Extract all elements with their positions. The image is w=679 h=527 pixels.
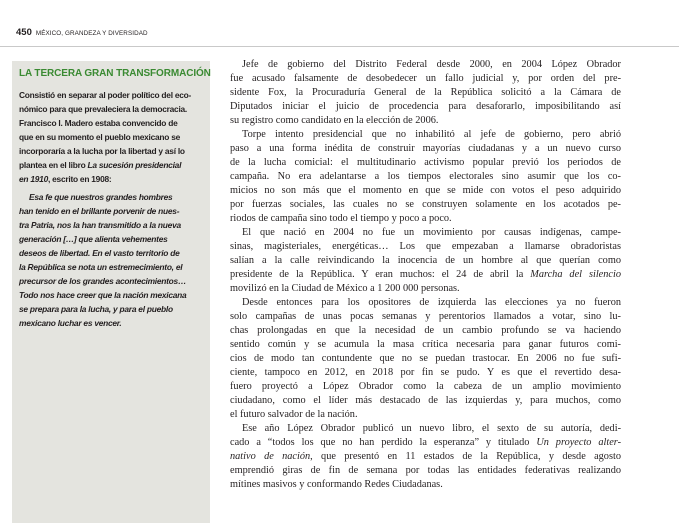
running-header	[16, 27, 146, 41]
body-line: su registro como candidato en la elección de 2006.	[230, 115, 439, 126]
body-line: fue acusado falsamente de desobedecer un fallo judicial y, por orden del pre-	[230, 73, 621, 84]
sidebar-quote-line: precursor de los grandes acontecimientos…	[19, 276, 187, 286]
sidebar-quote-line: han tenido en el brillante porvenir de nues-	[19, 206, 180, 216]
body-line: salían a la calle reivindicando la inocencia de un hombre al que querían como	[230, 255, 621, 266]
sidebar-intro-line: incorporaría a la lucha por la libertad y así lo	[19, 146, 185, 156]
sidebar-intro-line: Consistió en separar al poder político del eco-	[19, 90, 192, 100]
body-line: Desde entonces para los opositores de izquierda las elecciones ya no fueron	[242, 297, 621, 308]
written-in: , escrito en 1908:	[47, 174, 112, 184]
body-line: el futuro salvador de la nación.	[230, 409, 358, 420]
sidebar-intro-line	[19, 172, 111, 186]
body-line	[230, 436, 621, 450]
body-line: ciudadano, como el líder más destacado de las izquierdas y, para muchos, como	[230, 395, 621, 406]
body-line: riodos de campaña sino todo el tiempo y poco a poco.	[230, 213, 452, 224]
book-title-amlo: nativo de nación	[230, 451, 311, 462]
body-line: mítines masivos y conformando Redes Ciudadanas.	[230, 479, 443, 490]
body-line	[230, 268, 621, 282]
book-title-year: en 1910	[19, 174, 48, 184]
body-line: sidente Fox, la Procuraduría General de la República solicitó a la Cámara de	[230, 87, 621, 98]
body-line: sinas, magisteriales, energéticas… Los que empezaban a llamarse obradoristas	[230, 241, 621, 252]
body-line: Diputados iniciar el juicio de procedencia para desaforarlo, imposibilitando así	[230, 101, 621, 112]
body-line: por fuerzas sociales, las cuales no se construyen solamente en los acotados pe-	[230, 199, 621, 210]
body-line: Ese año López Obrador publicó un nuevo libro, el sexto de su autoría, dedi-	[242, 423, 621, 434]
body-line: emprendió giras de fin de semana por todas las entidades federativas realizando	[230, 465, 621, 476]
sidebar-quote-line: mexicano luchar es vencer.	[19, 318, 122, 328]
sidebar-intro-line: que en su momento el pueblo mexicano se	[19, 132, 181, 142]
running-title: MÉXICO, GRANDEZA Y DIVERSIDAD	[35, 30, 148, 37]
sidebar-quote-line: se prepara para la lucha, y para el pueblo	[19, 304, 173, 314]
sidebar-intro-line	[19, 158, 181, 172]
body-line: sentido común y se acumula la masa crítica necesaria para ganar futuros comi-	[230, 339, 621, 350]
sidebar-quote-line: deseos de libertad. En el vasto territorio de	[19, 248, 180, 258]
sidebar-quote-line: Esa fe que nuestros grandes hombres	[29, 192, 173, 202]
body-line: solo campañas de unas pocas semanas y perentorios llamados a votar, sino lu-	[230, 311, 621, 322]
body-line: chas prolongadas en que la necesidad de un cambio profundo se va haciendo	[230, 325, 621, 336]
body-text: cado a “todos los que no han perdido la esperanza” y titulado	[230, 437, 530, 448]
body-text: presidente de la República. Y eran muchos: el 24 de abril la	[230, 269, 524, 280]
body-line: movilizó en la Ciudad de México a 1 200 000 personas.	[230, 283, 460, 294]
body-line: ciente, tampoco en 2012, en 2018 por fin se pudo. Y es que el revertido desa-	[230, 367, 621, 378]
sidebar-quote-line: generación […] que alienta vehementes	[19, 234, 168, 244]
sidebar-box	[12, 61, 210, 523]
march-title: Marcha del silencio	[530, 269, 621, 280]
sidebar-intro-text: plantea en el libro	[19, 160, 86, 170]
sidebar-quote-line: Todo nos hace creer que la nación mexicana	[19, 290, 187, 300]
body-line: campaña. No era adelantarse a los tiempos electorales sino asumir que los co-	[230, 171, 621, 182]
sidebar-intro-line: Francisco I. Madero estaba convencido de	[19, 118, 178, 128]
sidebar-quote-line: la República se nota un estremecimiento, el	[19, 262, 183, 272]
book-title-amlo: Un proyecto alter-	[536, 437, 622, 448]
body-line: cios de modo tan contundente que no se puedan trastocar. En 2006 no fue sufi-	[230, 353, 621, 364]
sidebar-quote-line: tra Patria, nos la han transmitido a la nueva	[19, 220, 181, 230]
body-line: paso a una forma inédita de construir mayorías ciudadanas y a un nuevo curso	[230, 143, 621, 154]
sidebar-title: LA TERCERA GRAN TRANSFORMACIÓN	[19, 68, 211, 79]
body-line: de la lucha comicial: el multitudinario activismo popular previó los periodos de	[230, 157, 621, 168]
body-line	[230, 450, 621, 464]
book-title: La sucesión presidencial	[87, 160, 182, 170]
page-number: 450	[16, 27, 32, 38]
body-line: El que nació en 2004 no fue un movimiento por causas indígenas, campe-	[242, 227, 621, 238]
header-divider	[0, 46, 679, 47]
body-line: Torpe intento presidencial que no inhabilitó al jefe de gobierno, pero abrió	[242, 129, 621, 140]
sidebar-intro-line: nómico para que prevaleciera la democracia.	[19, 104, 187, 114]
body-text: , que presentó en 11 estados de la República, y desde agosto	[310, 451, 621, 462]
body-line: Jefe de gobierno del Distrito Federal desde 2000, en 2004 López Obrador	[242, 59, 621, 70]
body-line: micios no son más que el momento en que se mide con votos el peso adquirido	[230, 185, 621, 196]
body-line: fuero proyectó a López Obrador como la cabeza de un amplio movimiento	[230, 381, 621, 392]
